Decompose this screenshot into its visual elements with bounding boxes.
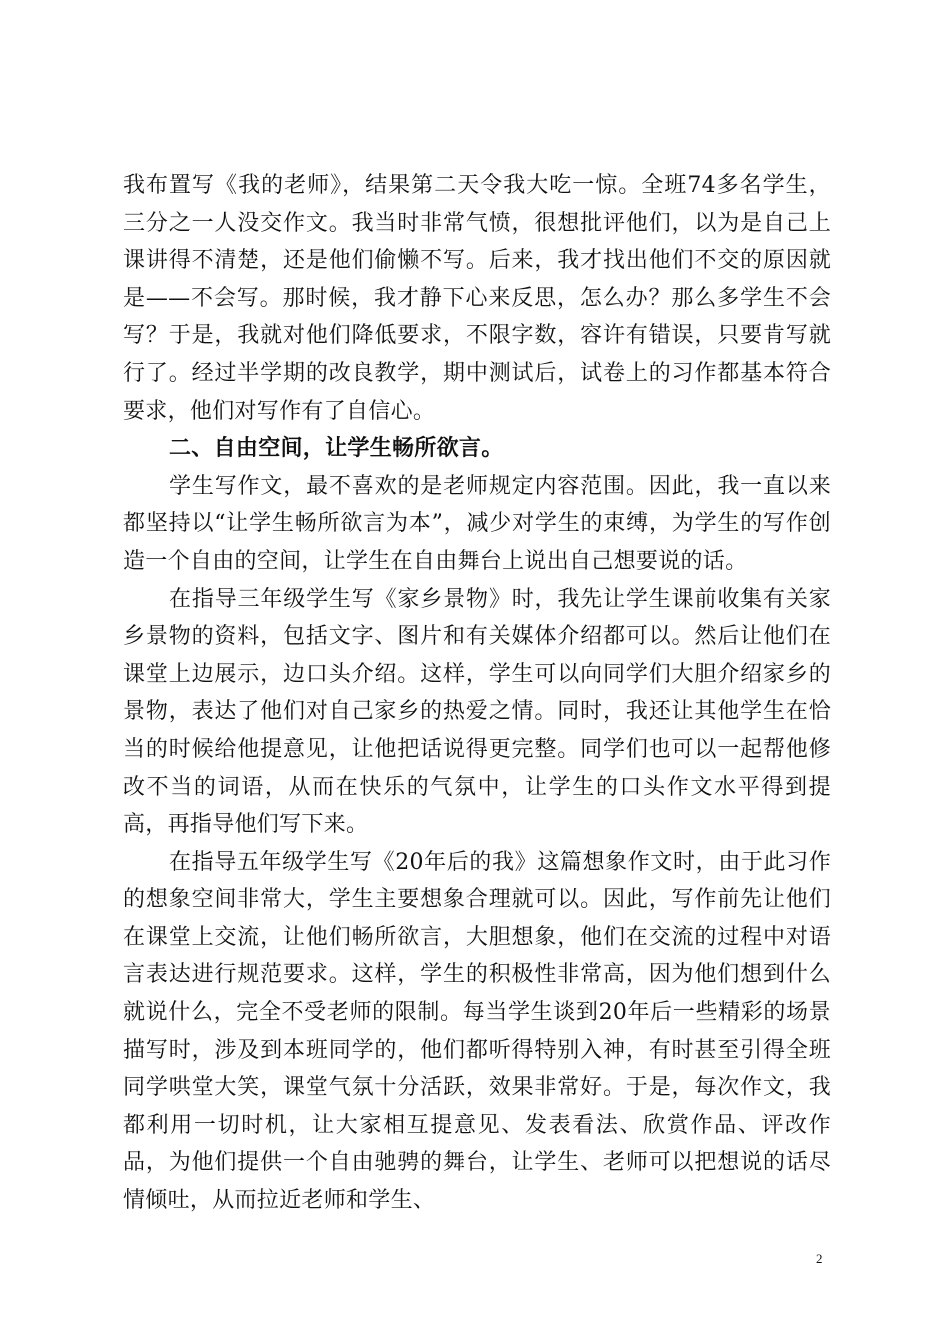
- paragraph-hometown-scenery: 在指导三年级学生写《家乡景物》时，我先让学生课前收集有关家乡景物的资料，包括文字、图片和有关媒体介绍都可以。然后让他们在课堂上边展示，边口头介绍。这样，学生可以向同学们大胆介绍家乡的景物，表达了他们对自己家乡的热爱之情。同时，我还让其他学生在恰当的时候给他提意见，让他把话说得更完整。同学们也可以一起帮他修改不当的词语，从而在快乐的气氛中，让学生的口头作文水平得到提高，再指导他们写下来。: [123, 586, 831, 838]
- section-heading: 二、自由空间，让学生畅所欲言。: [169, 435, 504, 462]
- body-text: [123, 167, 831, 1220]
- page-number: 2: [816, 1251, 823, 1266]
- paragraph-free-space: 学生写作文，最不喜欢的是老师规定内容范围。因此，我一直以来都坚持以“让学生畅所欲言为本”，减少对学生的束缚，为学生的写作创造一个自由的空间，让学生在自由舞台上说出自己想要说的话。: [123, 473, 831, 574]
- paragraph-me-in-20-years: 在指导五年级学生写《20年后的我》这篇想象作文时，由于此习作的想象空间非常大，学生主要想象合理就可以。因此，写作前先让他们在课堂上交流，让他们畅所欲言，大胆想象，他们在交流的过程中对语言表达进行规范要求。这样，学生的积极性非常高，因为他们想到什么就说什么，完全不受老师的限制。每当学生谈到20年后一些精彩的场景描写时，涉及到本班同学的，他们都听得特别入神，有时甚至引得全班同学哄堂大笑，课堂气氛十分活跃，效果非常好。于是，每次作文，我都利用一切时机，让大家相互提意见、发表看法、欣赏作品、评改作品，为他们提供一个自由驰骋的舞台，让学生、老师可以把想说的话尽情倾吐，从而拉近老师和学生、: [123, 849, 831, 1214]
- paragraph-continuation: 我布置写《我的老师》，结果第二天令我大吃一惊。全班74多名学生，三分之一人没交作文。我当时非常气愤，很想批评他们，以为是自己上课讲得不清楚，还是他们偷懒不写。后来，我才找出他们不交的原因就是——不会写。那时候，我才静下心来反思，怎么办？那么多学生不会写？于是，我就对他们降低要求，不限字数，容许有错误，只要肯写就行了。经过半学期的改良教学，期中测试后，试卷上的习作都基本符合要求，他们对写作有了自信心。: [123, 173, 831, 424]
